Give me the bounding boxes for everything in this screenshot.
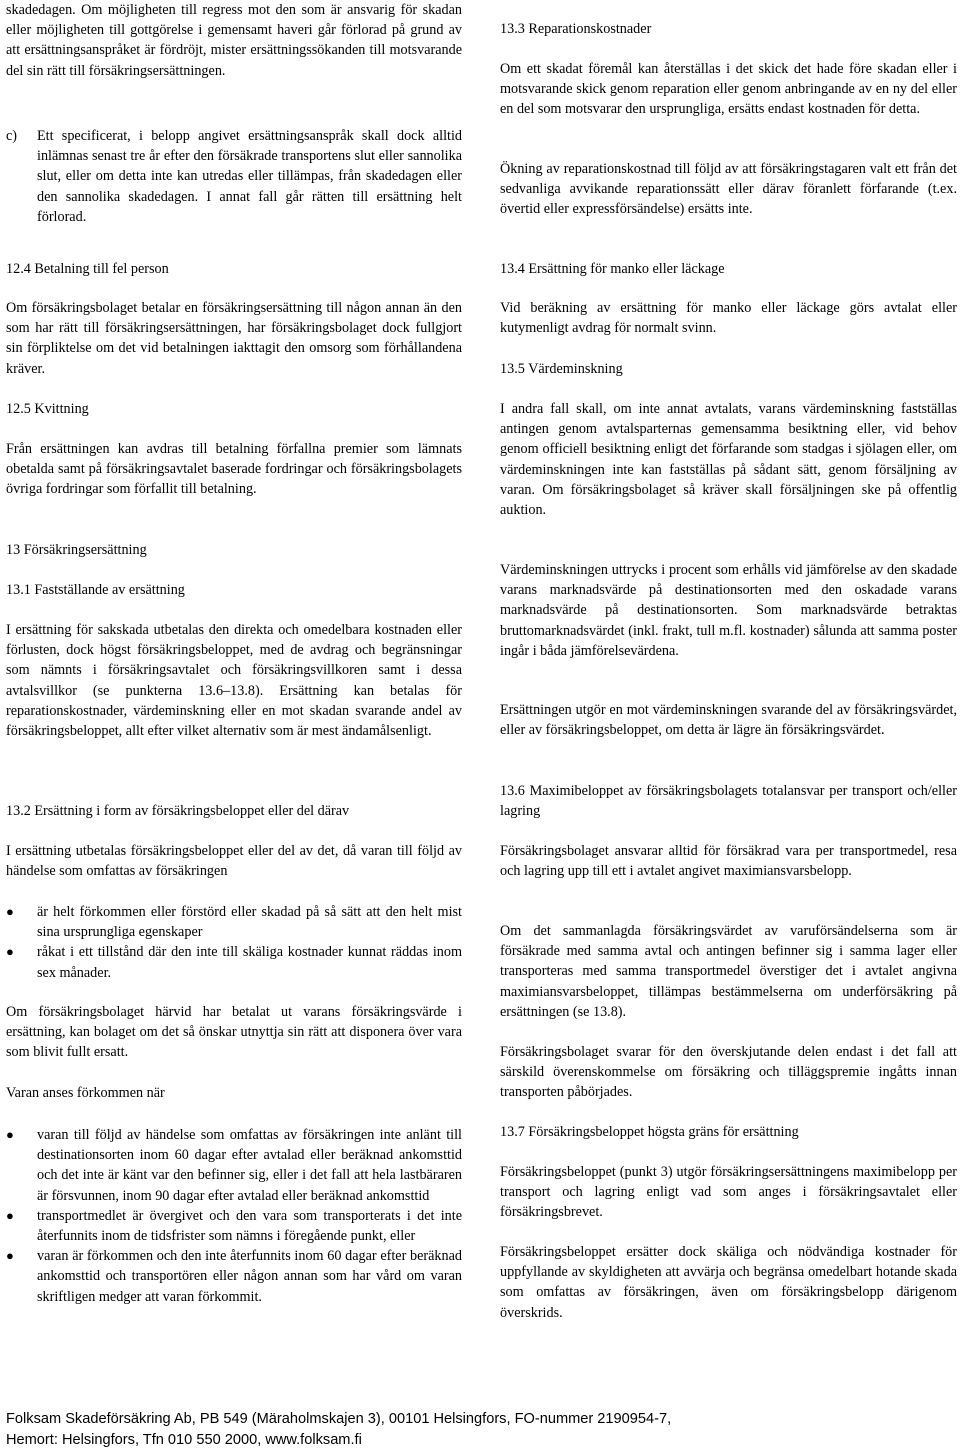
list-item xyxy=(6,942,462,982)
paragraph-13-6b: Om det sammanlagda försäkringsvärdet av varuförsändelserna som är försäkrade med samma avtal och antingen befinner sig i samma lager eller transporteras med samma transportmedel överstiger det i avtalet angivna maximiansvarsbeloppet, tillämpas bestämmelserna om underförsäkring på ersättningen (se 13.8). xyxy=(500,923,957,1020)
list-item-text: är helt förkommen eller förstörd eller skadad på så sätt att den helt mist sina ursprungliga egenskaper xyxy=(37,904,462,941)
heading-13-4: 13.4 Ersättning för manko eller läckage xyxy=(500,261,725,277)
list-item-text: varan till följd av händelse som omfattas av försäkringen inte anlänt till destinationsorten inom 60 dagar efter avtalad eller beräknad ankomsttid och det inte är känt var den befinner sig, eller i det fall att hela lastbäraren är försvunnen, inom 90 dagar efter avtalad eller beräknad ankomsttid xyxy=(37,1127,462,1204)
list-item-text: Ett specificerat, i belopp angivet ersättningsanspråk skall dock alltid inlämnas senast tre år efter den försäkrade transportens slut eller sannolika slut, eller om detta inte kan utredas eller tillämpas, från skadedagen eller den sannolika skadedagen. I annat fall går rätten till ersättning helt förlorad. xyxy=(37,128,462,225)
heading-12-4: 12.4 Betalning till fel person xyxy=(6,261,169,277)
bullet-icon: ● xyxy=(6,1248,14,1264)
list-item xyxy=(6,902,462,942)
paragraph-12-4: Om försäkringsbolaget betalar en försäkringsersättning till någon annan än den som har rätt till försäkringsersättningen, har försäkringsbolaget dock fullgjort sin förpliktelse om det vid betalningen iakttagit den omsorg som förhållandena kräver. xyxy=(6,300,462,377)
bullet-icon: ● xyxy=(6,1127,14,1142)
paragraph-13-1: I ersättning för sakskada utbetalas den direkta och omedelbara kostnaden eller förlusten, dock högst försäkringsbeloppet, med de avdrag och begränsningar som nämnts i försäkringsavtalet och försäkringsvillkoren samt i dessa avtalsvillkor (se punkterna 13.6–13.8). Ersättning kan betalas för reparationskostnader, värdeminskning eller en mot skadan svarande andel av försäkringsbeloppet, allt efter vilket alternativ som är mest ändamålsenligt. xyxy=(6,622,462,740)
bullet-list-2 xyxy=(6,1125,462,1307)
page-footer xyxy=(6,1409,906,1450)
heading-13-6: 13.6 Maximibeloppet av försäkringsbolagets totalansvar per transport och/eller lagring xyxy=(500,783,957,820)
list-item-c xyxy=(6,126,462,227)
footer-line-contact: Hemort: Helsingfors, Tfn 010 550 2000, www.folksam.fi xyxy=(6,1431,362,1448)
paragraph-13-7a: Försäkringsbeloppet (punkt 3) utgör försäkringsersättningens maximibelopp per transport och lagring enligt vad som anges i försäkringsavtalet eller försäkringsbrevet. xyxy=(500,1164,957,1221)
list-item-text: transportmedlet är övergivet och den vara som transporterats i det inte återfunnits inom de tidsfrister som nämns i föregående punkt, eller xyxy=(37,1207,462,1245)
heading-13-2: 13.2 Ersättning i form av försäkringsbeloppet eller del därav xyxy=(6,803,350,819)
list-item-text: råkat i ett tillstånd där den inte till skäliga kostnader kunnat räddas inom sex månader. xyxy=(37,944,462,981)
heading-13-3: 13.3 Reparationskostnader xyxy=(500,21,652,37)
paragraph-13-2: I ersättning utbetalas försäkringsbeloppet eller del av det, då varan till följd av händelse som omfattas av försäkringen xyxy=(6,843,462,880)
paragraph-13-3b: Ökning av reparationskostnad till följd av att försäkringstagaren valt ett från det sedvanliga avvikande reparationssätt eller därav föranlett förfarande (t.ex. övertid eller expressförsändelse) ersätts inte. xyxy=(500,161,957,218)
paragraph-13-5b: Värdeminskningen uttrycks i procent som erhålls vid jämförelse av den skadade varans marknadsvärde på destinationsorten med den oskadade varans marknadsvärde på destinationsorten. Som marknadsvärde betraktas bruttomarknadsvärdet (inkl. frakt, tull m.fl. kostnader) sålunda att samma poster ingår i båda jämförelsevärdena. xyxy=(500,562,957,659)
paragraph-13-6a: Försäkringsbolaget ansvarar alltid för försäkrad vara per transportmedel, resa och lagring upp till ett i avtalet angivet maximiansvarsbelopp. xyxy=(500,843,957,880)
paragraph-13-2b: Om försäkringsbolaget härvid har betalat ut varans försäkringsvärde i ersättning, kan bolaget om det så önskar utnyttja sin rätt att disponera över vara som blivit fullt ersatt. xyxy=(6,1004,462,1061)
heading-13-5: 13.5 Värdeminskning xyxy=(500,361,623,377)
paragraph-13-5a: I andra fall skall, om inte annat avtalats, varans värdeminskning fastställas antingen genom avtalsparternas gemensamma besiktning eller, vid behov genom officiell besiktning enligt det förfarande som stadgas i sjölagen eller, om värdeminskningen inte kan fastställas på sådant sätt, genom försäljning av varan. Om försäkringsbolaget så kräver skall försäljningen ske på offentlig auktion. xyxy=(500,401,957,519)
paragraph-13-4: Vid beräkning av ersättning för manko eller läckage görs avtalat eller kutymenligt avdrag för normalt svinn. xyxy=(500,300,957,337)
heading-13: 13 Försäkringsersättning xyxy=(6,542,147,558)
bullet-icon: ● xyxy=(6,904,14,919)
paragraph-13-5c: Ersättningen utgör en mot värdeminskningen svarande del av försäkringsvärdet, eller av försäkringsbeloppet, om detta är lägre än försäkringsvärdet. xyxy=(500,702,957,739)
paragraph-12-5: Från ersättningen kan avdras till betalning förfallna premier som lämnats obetalda samt på försäkringsavtalet baserade fordringar och försäkringsbolagets övriga fordringar som förfallit till betalning. xyxy=(6,441,462,498)
paragraph-13-6c: Försäkringsbolaget svarar för den överskjutande delen endast i det fall att särskild överenskommelse om försäkring och tilläggspremie ingåtts innan transporten påbörjades. xyxy=(500,1044,957,1101)
list-item xyxy=(6,1206,462,1246)
heading-12-5: 12.5 Kvittning xyxy=(6,401,89,417)
paragraph-13-7b: Försäkringsbeloppet ersätter dock skäliga och nödvändiga kostnader för uppfyllande av skyldigheten att avvärja och begränsa omedelbart hotande skada som omfattas av försäkringen, även om försäkringsbelopp därigenom överskrids. xyxy=(500,1244,957,1321)
list-item xyxy=(6,1125,462,1206)
footer-line-company: Folksam Skadeförsäkring Ab, PB 549 (Märaholmskajen 3), 00101 Helsingfors, FO-nummer 2190954-7, xyxy=(6,1411,672,1427)
bullet-icon: ● xyxy=(6,1207,14,1223)
list-item-text: varan är förkommen och den inte återfunnits inom 60 dagar efter beräknad ankomsttid och transportören eller någon annan som har vård om varan skriftligen medger att varan förkommit. xyxy=(37,1248,462,1305)
list-marker: c) xyxy=(6,128,18,144)
paragraph-continuation: skadedagen. Om möjligheten till regress mot den som är ansvarig för skadan eller möjligheten till gottgörelse i gemensamt haveri går förlorad på grund av att ersättningsanspråket är fördröjt, mister ersättningssökanden till motsvarande del sin rätt till försäkringsersättningen. xyxy=(6,2,462,79)
list-item xyxy=(6,1246,462,1307)
heading-13-7: 13.7 Försäkringsbeloppet högsta gräns för ersättning xyxy=(500,1124,799,1140)
heading-13-1: 13.1 Fastställande av ersättning xyxy=(6,582,185,598)
bullet-list-1 xyxy=(6,902,462,983)
paragraph-13-2c: Varan anses förkommen när xyxy=(6,1085,165,1101)
paragraph-13-3a: Om ett skadat föremål kan återställas i det skick det hade före skadan eller i motsvarande skick genom reparation eller genom anbringande av en ny del eller en del som motsvarar den ursprungliga, ersätts endast kostnaden för detta. xyxy=(500,61,957,118)
bullet-icon: ● xyxy=(6,944,14,960)
